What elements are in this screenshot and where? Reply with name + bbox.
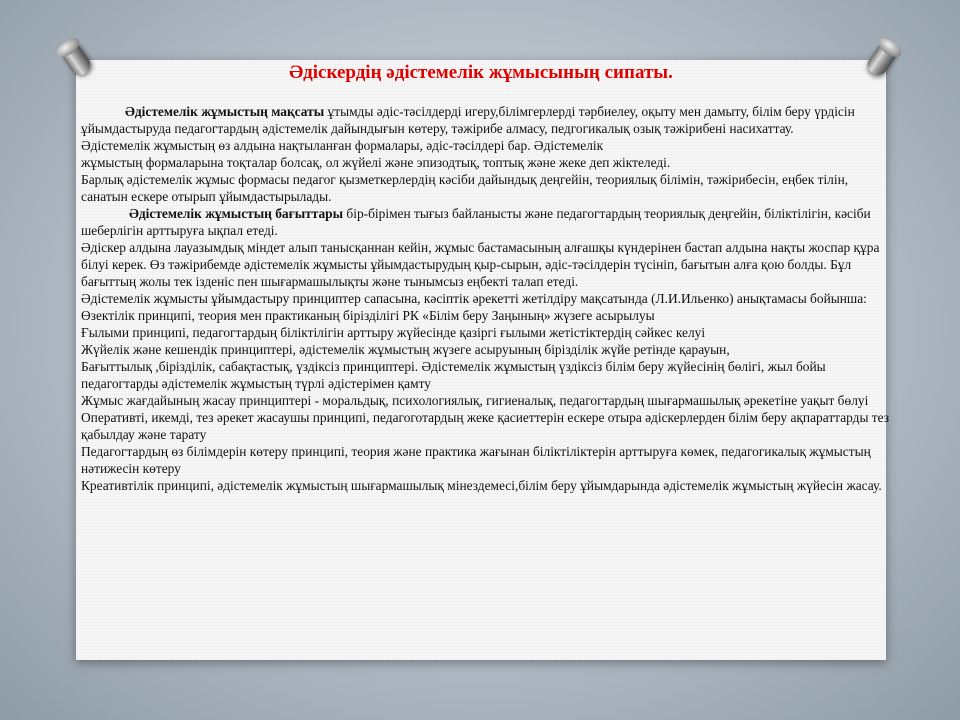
principle-self-education: Педагогтардың өз білімдерін көтеру принципі, теория және практика жағынан біліктіліктерін арттыруға көмек, педагогикалық жұмыстың нәтижесін көтеру (81, 444, 871, 476)
directions-text: бір-бірімен тығыз байланысты және педагогтардың теориялық деңгейін, біліктілігін, кәсіби шеберлігін арттыруға ықпал етеді. (81, 206, 871, 238)
principle-relevance: Өзектілік принципі, теория мен практиканың біріздiлiгi РК «Білім беру Заңының» жүзеге асырылуы (81, 308, 655, 323)
slide-title: Әдіскердің әдістемелік жұмысының сипаты. (289, 62, 673, 83)
principle-working-conditions: Жұмыс жағдайының жасау принциптері - моральдық, психологиялық, гигиеналық, педагогтардың шығармашылық әрекетіне уақыт бөлуі (81, 393, 869, 408)
paragraph-forms-types: жұмыстың формаларына тоқталар болсақ, ол жүйелі және эпизодтық, топтық және жеке деп жіктеледі. (81, 155, 671, 170)
paragraph-principles-intro: Әдістемелік жұмысты ұйымдастыру принциптер сапасына, кәсіптік әрекетті жетілдіру мақсатында (Л.И.Ильенко) анықтамасы бойынша: (81, 291, 867, 306)
paragraph-goal (81, 103, 896, 137)
principle-continuity: Бағыттылық ,біріздiлiк, сабақтастық, үздіксіз принциптері. Әдістемелік жұмыстың үздіксіз білім беру жүйесінің бөлігі, жыл бойы педагогтарды әдістемелік жұмыстың түрлі әдістерімен қамту (81, 359, 826, 391)
paragraph-all-forms: Барлық әдістемелік жұмыс формасы педагог қызметкерлердің кәсіби дайындық деңгейін, теориялық білімін, тәжірибесін, еңбек тілін, санатын ескере отырып ұйымдастырылады. (81, 172, 849, 204)
principle-operative: Оперативті, икемді, тез әрекет жасаушы принципі, педагоготардың жеке қасиеттерін ескере отыра әдіскерлерден білім беру ақпараттарды тез қабылдау және тарату (81, 410, 890, 442)
slide-body (81, 103, 896, 494)
principle-scientific: Ғылыми принципі, педагогтардың біліктілігін арттыру жүйесінде қазіргі ғылыми жетістіктердің сәйкес келуі (81, 325, 706, 340)
paragraph-forms: Әдістемелік жұмыстың өз алдына нақтыланған формалары, әдіс-тәсілдері бар. Әдістемелік (81, 138, 604, 153)
goal-heading: Әдістемелік жұмыстың мақсаты (125, 104, 325, 119)
goal-text: ұтымды әдіс-тәсілдерді игеру,білімгерлерді тәрбиелеу, оқыту мен дамыту, білім беру үрдісін ұйымдастыруда педагогтардың әдістемелік дайындығын көтеру, тәжірибе алмасу, педгогикалық озық тәжірибені насихаттау. (81, 104, 855, 136)
principle-systematic: Жүйелік және кешендік принциптері, әдістемелік жұмыстың жүзеге асыруының біріздiлiк жүйе ретінде қарауын, (81, 342, 730, 357)
paragraph-methodist-plan: Әдіскер алдына лауазымдық міндет алып танысқаннан кейін, жұмыс бастамасының алғашқы күндерінен бастап алдына нақты жоспар құра білуі керек. Өз тәжірибемде әдістемелік жұмысты ұйымдастырудың қыр-сырын, әдіс-тәсілдерін түсініп, бағытын алға қою болды. Бұл бағыттың жолы тек ізденіс пен шығармашылықты және тынымсыз еңбекті талап етеді. (81, 240, 880, 289)
paragraph-directions (81, 205, 896, 239)
directions-heading: Әдістемелік жұмыстың бағыттары (129, 206, 344, 221)
principle-creativity: Креативтілік принципі, әдістемелік жұмыстың шығармашылық мінездемесі,білім беру ұйымдарында әдістемелік жұмыстың жүйесін жасау. (81, 478, 882, 493)
